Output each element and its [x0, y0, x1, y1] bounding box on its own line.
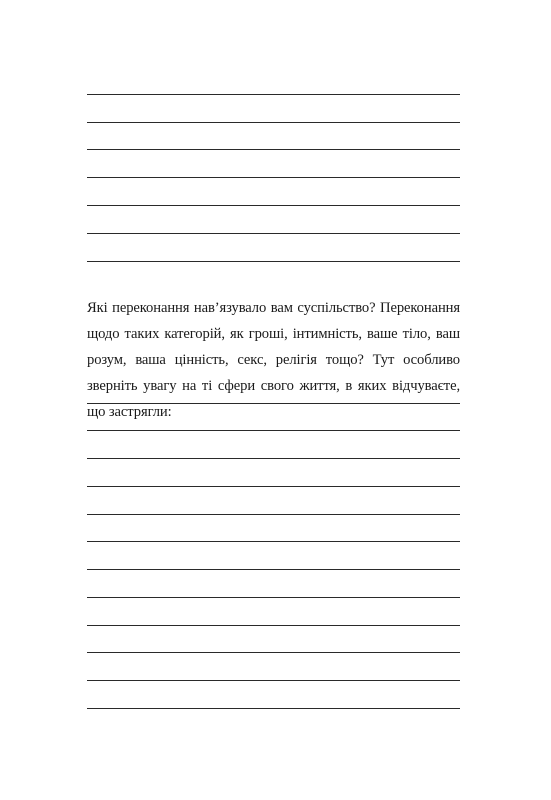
writing-line — [87, 625, 460, 626]
writing-line — [87, 458, 460, 459]
writing-line — [87, 486, 460, 487]
writing-line — [87, 708, 460, 709]
writing-line — [87, 122, 460, 123]
writing-line — [87, 569, 460, 570]
reflection-prompt: Які переконання нав’язувало вам суспільство? Переконання щодо таких категорій, як гроші, інтимність, ваше тіло, ваш розум, ваша цінність, секс, релігія тощо? Тут особливо зверніть увагу на ті сфери свого життя, в яких відчуваєте, що застрягли: — [87, 300, 460, 420]
writing-line — [87, 541, 460, 542]
writing-line — [87, 94, 460, 95]
writing-line — [87, 177, 460, 178]
writing-line — [87, 680, 460, 681]
writing-line — [87, 205, 460, 206]
writing-line — [87, 597, 460, 598]
writing-line — [87, 514, 460, 515]
writing-line — [87, 261, 460, 262]
writing-line — [87, 403, 460, 404]
writing-line — [87, 233, 460, 234]
writing-line — [87, 149, 460, 150]
writing-line — [87, 430, 460, 431]
writing-line — [87, 652, 460, 653]
